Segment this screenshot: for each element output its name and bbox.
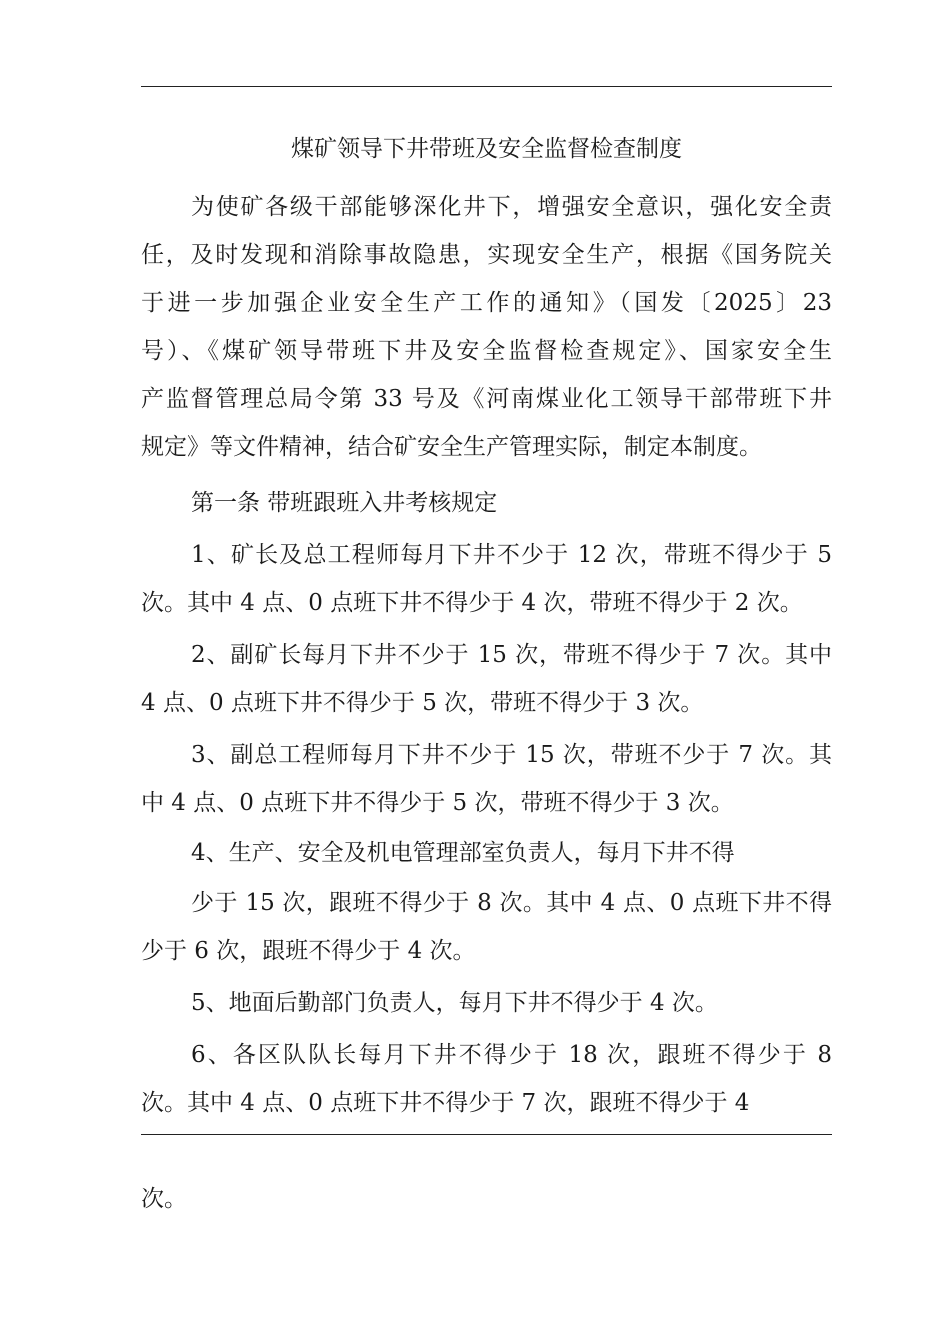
list-item-line: 少于 6 次，跟班不得少于 4 次。 bbox=[141, 938, 476, 964]
list-item-line: 3、副总工程师每月下井不少于 15 次，带班不少于 7 次。其 bbox=[191, 742, 832, 768]
paragraph-line: 为使矿各级干部能够深化井下，增强安全意识，强化安全责 bbox=[191, 194, 832, 220]
paragraph-line: 产监督管理总局令第 33 号及《河南煤业化工领导干部带班下井 bbox=[141, 386, 832, 412]
header-rule bbox=[141, 86, 832, 87]
list-item-line: 4 点、0 点班下井不得少于 5 次，带班不得少于 3 次。 bbox=[141, 690, 704, 716]
paragraph-line: 任，及时发现和消除事故隐患，实现安全生产，根据《国务院关 bbox=[141, 242, 832, 268]
list-item-line: 1、矿长及总工程师每月下井不少于 12 次，带班不得少于 5 bbox=[191, 542, 832, 568]
list-item-line: 少于 15 次，跟班不得少于 8 次。其中 4 点、0 点班下井不得 bbox=[191, 890, 832, 916]
list-item-line: 2、副矿长每月下井不少于 15 次，带班不得少于 7 次。其中 bbox=[191, 642, 832, 668]
list-item-line: 4、生产、安全及机电管理部室负责人，每月下井不得 bbox=[191, 840, 735, 866]
footer-rule bbox=[141, 1134, 832, 1135]
list-item-line: 次。其中 4 点、0 点班下井不得少于 7 次，跟班不得少于 4 bbox=[141, 1090, 750, 1116]
list-item-line: 6、各区队队长每月下井不得少于 18 次，跟班不得少于 8 bbox=[191, 1042, 832, 1068]
document-title: 煤矿领导下井带班及安全监督检查制度 bbox=[291, 136, 682, 162]
paragraph-line: 规定》等文件精神，结合矿安全生产管理实际，制定本制度。 bbox=[141, 434, 762, 460]
list-item-line: 5、地面后勤部门负责人，每月下井不得少于 4 次。 bbox=[191, 990, 718, 1016]
section-heading: 第一条 带班跟班入井考核规定 bbox=[191, 490, 498, 516]
list-item-line: 次。其中 4 点、0 点班下井不得少于 4 次，带班不得少于 2 次。 bbox=[141, 590, 803, 616]
paragraph-line: 于进一步加强企业安全生产工作的通知》（国发〔2025〕23 bbox=[141, 290, 832, 316]
list-item-line: 中 4 点、0 点班下井不得少于 5 次，带班不得少于 3 次。 bbox=[141, 790, 734, 816]
paragraph-line: 号）、《煤矿领导带班下井及安全监督检查规定》、国家安全生 bbox=[141, 338, 832, 364]
continuation-text: 次。 bbox=[141, 1186, 187, 1212]
